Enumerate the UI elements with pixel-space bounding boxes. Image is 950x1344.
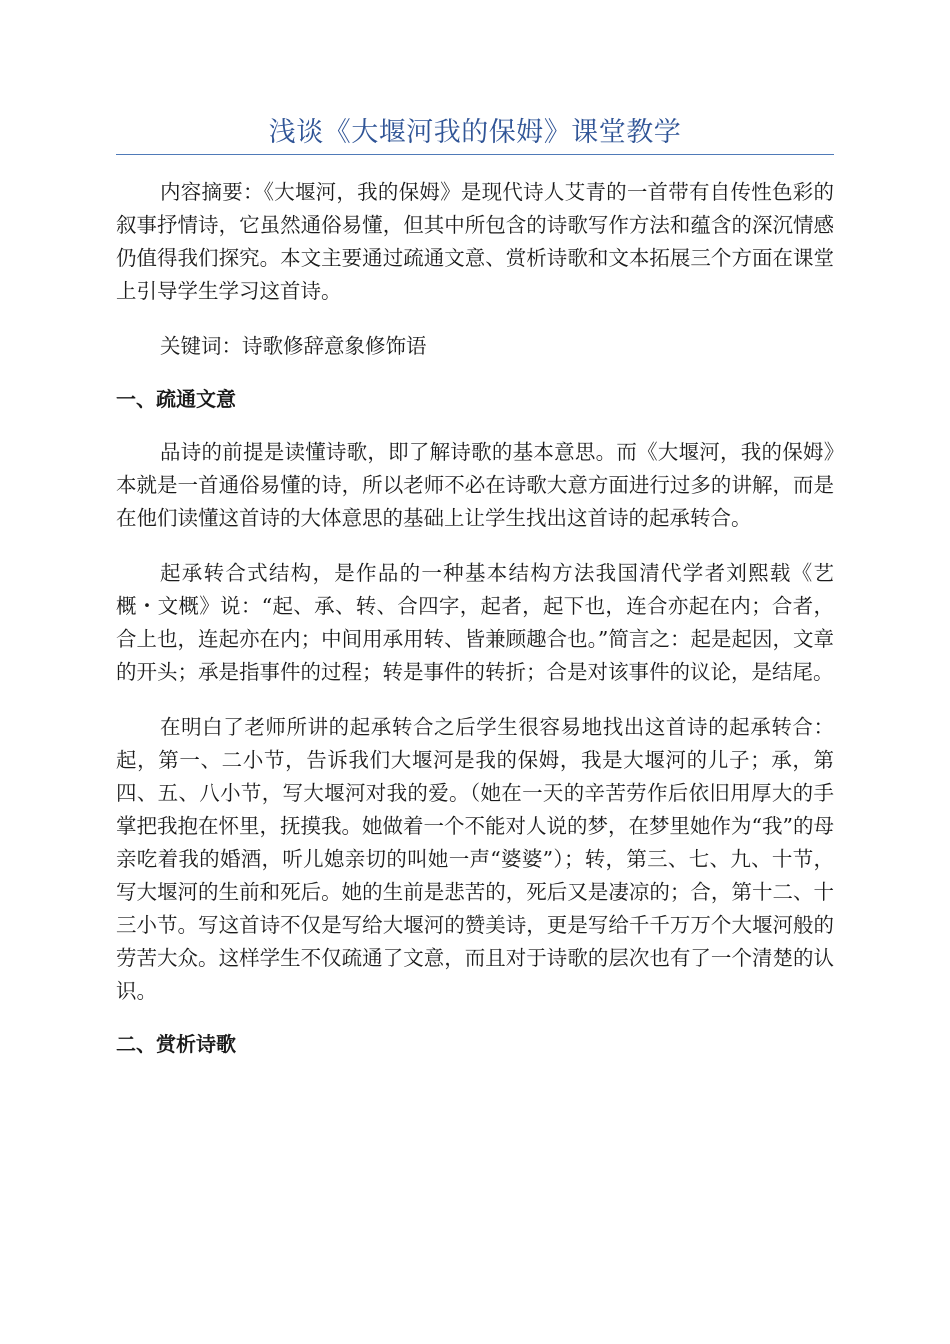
document-title: 浅谈《大堰河我的保姆》课堂教学 [268, 117, 682, 148]
abstract-paragraph: 内容摘要：《大堰河，我的保姆》是现代诗人艾青的一首带有自传性色彩的叙事抒情诗，它虽然通俗易懂，但其中所包含的诗歌写作方法和蕴含的深沉情感仍值得我们探究。本文主要通过疏通文意、赏析诗歌和文本拓展三个方面在课堂上引导学生学习这首诗。 [116, 180, 834, 303]
document-body [116, 176, 834, 1061]
section1-paragraph-3: 在明白了老师所讲的起承转合之后学生很容易地找出这首诗的起承转合：起，第一、二小节，告诉我们大堰河是我的保姆，我是大堰河的儿子；承，第四、五、八小节，写大堰河对我的爱。（她在一天的辛苦劳作后依旧用厚大的手掌把我抱在怀里，抚摸我。她做着一个不能对人说的梦，在梦里她作为“我”的母亲吃着我的婚酒，听儿媳亲切的叫她一声“婆婆”）；转，第三、七、九、十节，写大堰河的生前和死后。她的生前是悲苦的，死后又是凄凉的；合，第十二、十三小节。写这首诗不仅是写给大堰河的赞美诗，更是写给千千万万个大堰河般的劳苦大众。这样学生不仅疏通了文意，而且对于诗歌的层次也有了一个清楚的认识。 [116, 715, 834, 1003]
keywords-line: 关键词：诗歌修辞意象修饰语 [160, 334, 427, 358]
section-heading-1: 一、疏通文意 [116, 387, 236, 411]
section-heading-2: 二、赏析诗歌 [116, 1032, 236, 1056]
section1-paragraph-1: 品诗的前提是读懂诗歌，即了解诗歌的基本意思。而《大堰河，我的保姆》本就是一首通俗易懂的诗，所以老师不必在诗歌大意方面进行过多的讲解，而是在他们读懂这首诗的大体意思的基础上让学生找出这首诗的起承转合。 [116, 440, 834, 530]
section1-paragraph-2: 起承转合式结构，是作品的一种基本结构方法我国清代学者刘熙载《艺概・文概》说：“起、承、转、合四字，起者，起下也，连合亦起在内；合者，合上也，连起亦在内；中间用承用转、皆兼顾趣合也。”简言之：起是起因，文章的开头；承是指事件的过程；转是事件的转折；合是对该事件的议论，是结尾。 [116, 561, 834, 684]
title-underline [116, 154, 834, 155]
